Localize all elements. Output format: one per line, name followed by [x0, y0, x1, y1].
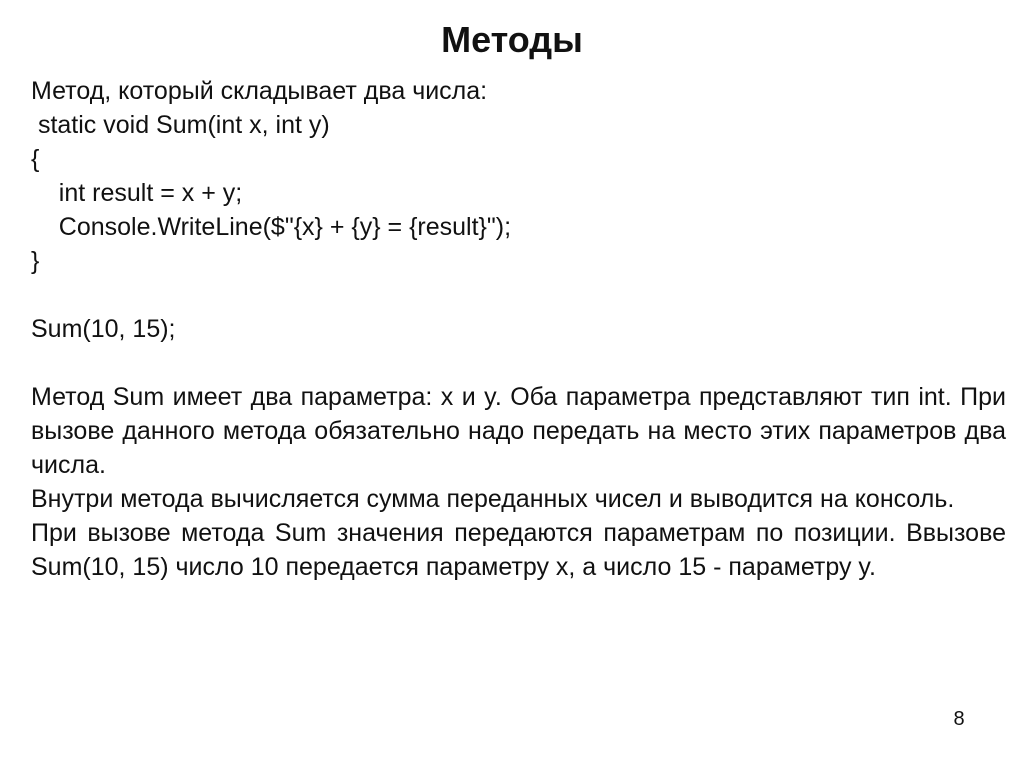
- explanation-paragraph: При вызове метода Sum значения передаются параметрам по позиции. Ввызове Sum(10, 15) число 10 передается параметру x, а число 15 - параметру y.: [31, 519, 1006, 581]
- code-line: {: [31, 145, 40, 173]
- code-line: Console.WriteLine($"{x} + {y} = {result}");: [31, 213, 512, 241]
- slide-content: [31, 74, 1006, 584]
- intro-text: Метод, который складывает два числа:: [31, 77, 488, 105]
- explanation-paragraph: Внутри метода вычисляется сумма переданных чисел и выводится на консоль.: [31, 485, 955, 513]
- code-line: }: [31, 247, 40, 275]
- spacer: [31, 278, 1006, 312]
- page-number: 8: [953, 708, 965, 730]
- method-call-example: Sum(10, 15);: [31, 315, 176, 343]
- code-line: int result = x + y;: [31, 179, 243, 207]
- slide-title: Методы: [441, 19, 583, 60]
- code-line: static void Sum(int x, int y): [31, 111, 330, 139]
- spacer: [31, 346, 1006, 380]
- explanation-paragraph: Метод Sum имеет два параметра: x и y. Оба параметра представляют тип int. При вызове данного метода обязательно надо передать на место этих параметров два числа.: [31, 383, 1006, 479]
